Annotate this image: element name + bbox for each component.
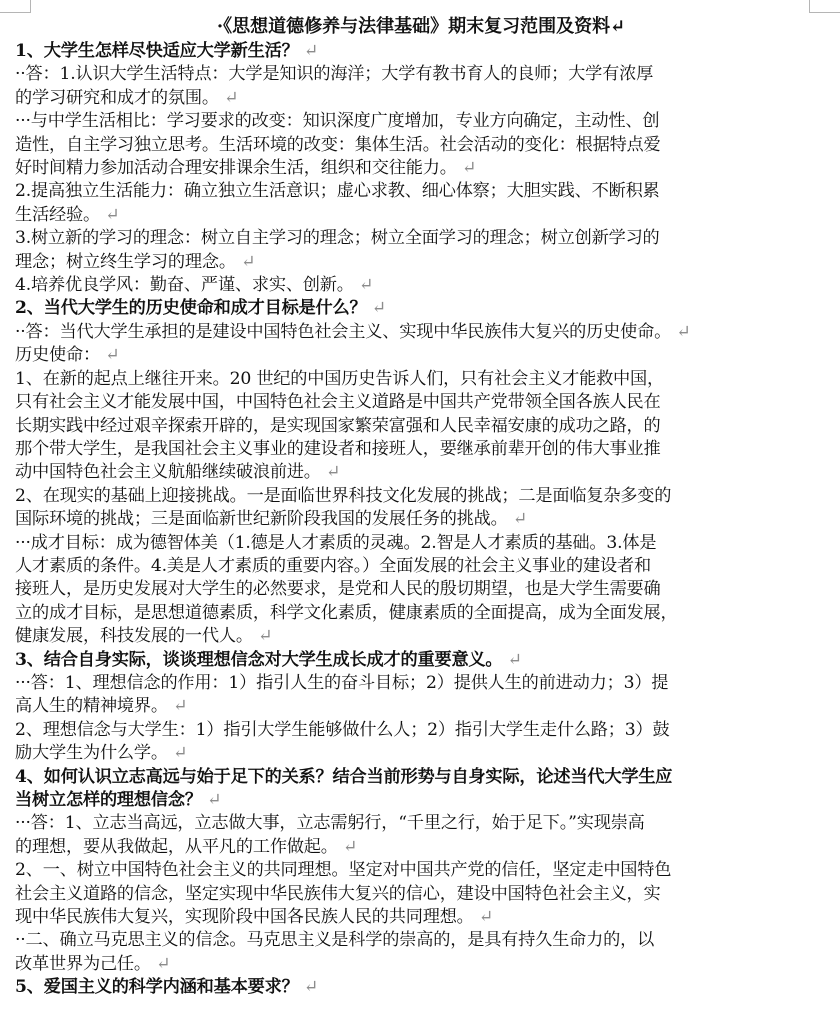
text-line xyxy=(15,719,827,742)
question-heading xyxy=(15,789,827,812)
text-line xyxy=(15,485,827,508)
line-text: 理念；树立终生学习的理念。 xyxy=(15,251,236,272)
paragraph-mark-icon: ↵ xyxy=(353,275,374,296)
text-line xyxy=(15,110,827,133)
line-text: 人才素质的条件。4.美是人才素质的重要内容。）全面发展的社会主义事业的建设者和 xyxy=(15,555,651,576)
line-text: 改革世界为己任。 xyxy=(15,953,151,974)
line-text: 动中国特色社会主义航船继续破浪前进。 xyxy=(15,462,321,483)
paragraph-mark-icon: ↵ xyxy=(298,977,319,998)
paragraph-mark-icon: ↵ xyxy=(366,298,386,319)
line-text: 国际环境的挑战；三是面临新世纪新阶段我国的发展任务的挑战。 xyxy=(15,509,508,530)
line-text: ···答：1、立志当高远，立志做大事，立志需躬行，“千里之行，始于足下。”实现崇高 xyxy=(15,813,645,834)
line-text: 长期实践中经过艰辛探索开辟的，是实现国家繁荣富强和人民幸福安康的成功之路，的 xyxy=(15,415,661,436)
paragraph-mark-icon: ↵ xyxy=(99,204,120,225)
line-text: 4、如何认识立志高远与始于足下的关系？结合当前形势与自身实际，论述当代大学生应 xyxy=(15,766,673,787)
text-line xyxy=(15,391,827,414)
line-text: 的理想，要从我做起，从平凡的工作做起。 xyxy=(15,836,338,857)
text-line xyxy=(15,251,827,274)
text-line xyxy=(15,180,827,203)
line-text: 社会主义道路的信念，坚定实现中华民族伟大复兴的信心，建设中国特色社会主义，实 xyxy=(15,883,661,904)
text-line xyxy=(15,532,827,555)
line-text: 2、一、树立中国特色社会主义的共同理想。坚定对中国共产党的信任，坚定走中国特色 xyxy=(15,860,672,881)
paragraph-mark-icon: ↵ xyxy=(201,790,222,810)
text-line xyxy=(15,742,827,765)
line-text: ··二、确立马克思主义的信念。马克思主义是科学的崇高的，是具有持久生命力的，以 xyxy=(15,930,655,951)
line-text: 高人生的精神境界。 xyxy=(15,696,168,717)
paragraph-mark-icon: ↵ xyxy=(671,321,691,342)
line-text: 2、当代大学生的历史使命和成才目标是什么？ xyxy=(15,298,367,319)
text-line xyxy=(15,883,827,906)
text-line xyxy=(15,461,827,484)
line-text: 1、大学生怎样尽快适应大学新生活？ xyxy=(15,41,299,61)
text-line xyxy=(15,63,827,86)
text-line xyxy=(15,555,827,578)
paragraph-mark-icon: ↵ xyxy=(337,836,358,857)
line-text: ···答：1、理想信念的作用：1）指引人生的奋斗目标；2）提供人生的前进动力；3）提 xyxy=(15,672,669,693)
text-line xyxy=(15,344,827,367)
text-line xyxy=(15,227,827,250)
paragraph-mark-icon: ↵ xyxy=(473,907,494,928)
line-text: 立的成才目标，是思想道德素质，科学文化素质，健康素质的全面提高，成为全面发展， xyxy=(15,602,678,623)
document-body xyxy=(15,40,827,1000)
line-text: 励大学生为什么学。 xyxy=(15,743,168,764)
text-line xyxy=(15,321,827,344)
line-text: ··答：1.认识大学生活特点：大学是知识的海洋；大学有教书育人的良师；大学有浓厚 xyxy=(15,64,654,85)
line-text: 历史使命： xyxy=(15,345,100,366)
line-text: ··答：当代大学生承担的是建设中国特色社会主义、实现中华民族伟大复兴的历史使命。 xyxy=(15,321,672,342)
paragraph-mark-icon: ↵ xyxy=(252,626,273,647)
text-line xyxy=(15,415,827,438)
text-line xyxy=(15,578,827,601)
line-text: 健康发展，科技发展的一代人。 xyxy=(15,626,253,647)
text-line xyxy=(15,929,827,952)
text-line xyxy=(15,812,827,835)
line-text: 只有社会主义才能发展中国，中国特色社会主义道路是中国共产党带领全国各族人民在 xyxy=(15,392,661,413)
line-text: 3.树立新的学习的理念：树立自主学习的理念；树立全面学习的理念；树立创新学习的 xyxy=(15,228,660,249)
line-text: 3、结合自身实际，谈谈理想信念对大学生成长成才的重要意义。 xyxy=(15,649,503,670)
text-line xyxy=(15,836,827,859)
text-line xyxy=(15,859,827,882)
text-line xyxy=(15,157,827,180)
paragraph-mark-icon: ↵ xyxy=(167,696,188,717)
text-line xyxy=(15,672,827,695)
line-text: 造性，自主学习独立思考。生活环境的改变：集体生活。社会活动的变化：根据特点爱 xyxy=(15,134,661,155)
paragraph-mark-icon: ↵ xyxy=(507,509,528,530)
text-line xyxy=(15,602,827,625)
line-text: 接班人，是历史发展对大学生的必然要求，是党和人民的殷切期望，也是大学生需要确 xyxy=(15,579,661,600)
text-line xyxy=(15,438,827,461)
line-text: 当树立怎样的理想信念？ xyxy=(15,790,202,810)
line-text: 好时间精力参加活动合理安排课余生活，组织和交往能力。 xyxy=(15,158,457,179)
paragraph-mark-icon: ↵ xyxy=(150,953,171,974)
text-line xyxy=(15,625,827,648)
text-line xyxy=(15,695,827,718)
paragraph-mark-icon: ↵ xyxy=(298,41,319,61)
text-line xyxy=(15,87,827,110)
page-corner-mark-left xyxy=(0,0,31,13)
line-text: 的学习研究和成才的氛围。 xyxy=(15,87,219,108)
document-title: ·《思想道德修养与法律基础》期末复习范围及资料↵ xyxy=(216,16,626,37)
question-heading xyxy=(15,40,827,63)
paragraph-mark-icon: ↵ xyxy=(218,87,239,108)
line-text: 现中华民族伟大复兴，实现阶段中国各民族人民的共同理想。 xyxy=(15,907,474,928)
text-line xyxy=(15,204,827,227)
line-text: 生活经验。 xyxy=(15,204,100,225)
paragraph-mark-icon: ↵ xyxy=(99,345,120,366)
line-text: 4.培养优良学风：勤奋、严谨、求实、创新。 xyxy=(15,275,354,296)
text-line xyxy=(15,906,827,929)
paragraph-mark-icon: ↵ xyxy=(502,649,522,670)
text-line xyxy=(15,508,827,531)
question-heading xyxy=(15,766,827,789)
page-corner-mark-right xyxy=(809,0,840,13)
paragraph-mark-icon: ↵ xyxy=(167,743,188,764)
document-page xyxy=(15,14,827,1000)
question-heading xyxy=(15,976,827,999)
question-heading xyxy=(15,297,827,320)
text-line xyxy=(15,368,827,391)
paragraph-mark-icon: ↵ xyxy=(320,462,341,483)
line-text: ···成才目标：成为德智体美（1.德是人才素质的灵魂。2.智是人才素质的基础。3.体是 xyxy=(15,532,657,553)
line-text: 那个带大学生，是我国社会主义事业的建设者和接班人，要继承前辈开创的伟大事业推 xyxy=(15,438,661,459)
question-heading xyxy=(15,649,827,672)
line-text: 2、在现实的基础上迎接挑战。一是面临世界科技文化发展的挑战；二是面临复杂多变的 xyxy=(15,485,672,506)
line-text: 5、爱国主义的科学内涵和基本要求？ xyxy=(15,977,299,998)
line-text: 2、理想信念与大学生：1）指引大学生能够做什么人；2）指引大学生走什么路；3）鼓 xyxy=(15,719,670,740)
text-line xyxy=(15,134,827,157)
line-text: ···与中学生活相比：学习要求的改变：知识深度广度增加，专业方向确定，主动性、创 xyxy=(15,111,660,132)
paragraph-mark-icon: ↵ xyxy=(456,158,477,179)
line-text: 2.提高独立生活能力：确立独立生活意识；虚心求教、细心体察；大胆实践、不断积累 xyxy=(15,181,660,202)
text-line xyxy=(15,953,827,976)
text-line xyxy=(15,274,827,297)
paragraph-mark-icon: ↵ xyxy=(235,251,256,272)
line-text: 1、在新的起点上继往开来。20 世纪的中国历史告诉人们，只有社会主义才能救中国， xyxy=(15,368,665,389)
